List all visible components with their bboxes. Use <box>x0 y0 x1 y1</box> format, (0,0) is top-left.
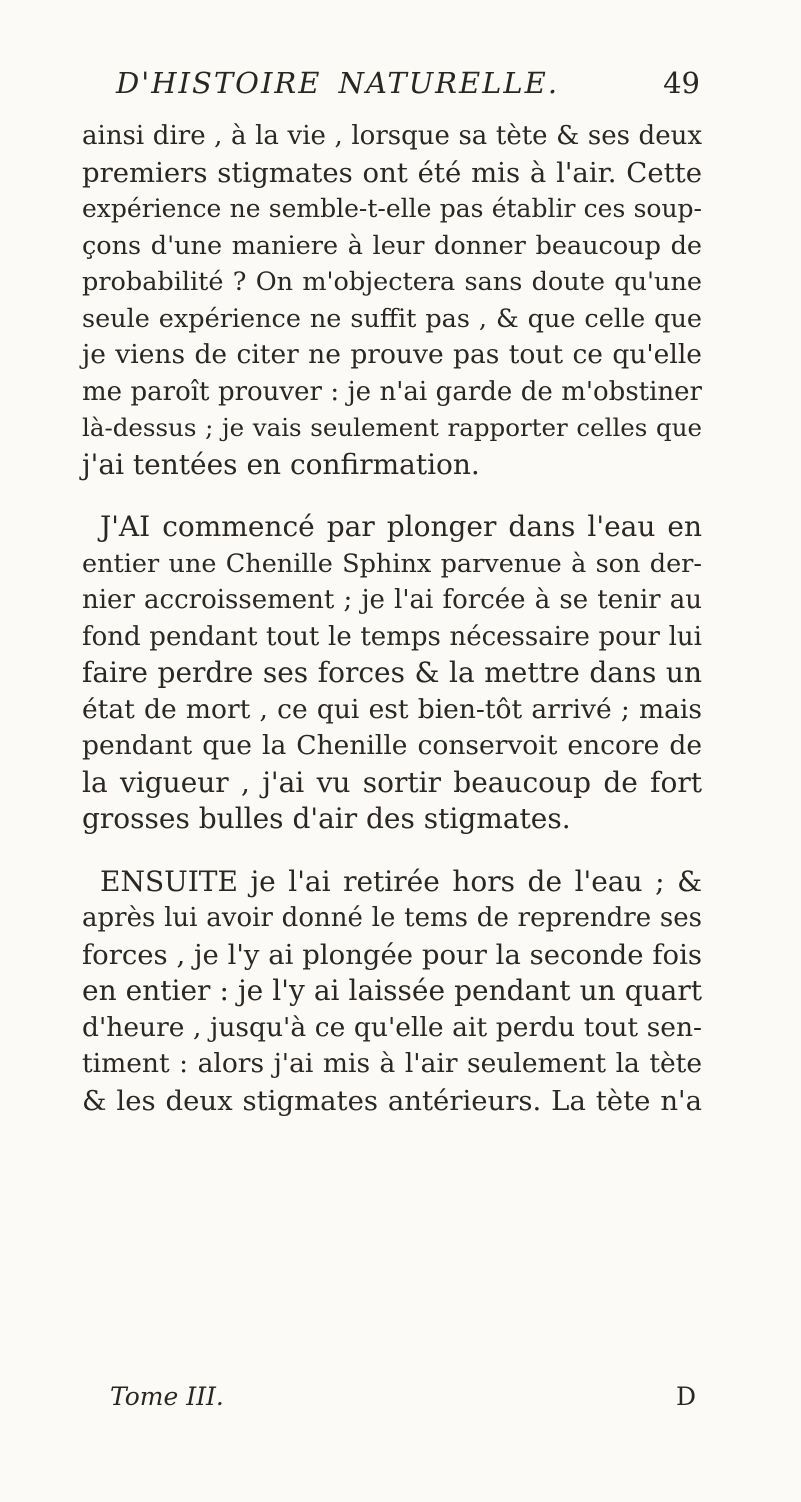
volume-label: Tome III. <box>110 1382 224 1411</box>
text-line: faire perdre ses forces & la mettre dans un <box>82 656 702 689</box>
text-line: seule expérience ne suffit pas , & que celle que <box>82 303 702 334</box>
text-line: premiers stigmates ont été mis à l'air. Cette <box>82 156 702 189</box>
text-line: grosses bulles d'air des stigmates. <box>82 802 571 835</box>
text-line: çons d'une maniere à leur donner beaucoup de <box>82 230 702 261</box>
text-line: nier accroissement ; je l'ai forcée à se tenir au <box>82 585 702 615</box>
running-title: D'HISTOIRE NATURELLE. <box>116 66 560 100</box>
page-number: 49 <box>663 66 700 100</box>
text-line: fond pendant tout le temps nécessaire pour lui <box>82 621 702 652</box>
text-line: après lui avoir donné le tems de reprendre ses <box>82 903 702 933</box>
text-line: forces , je l'y ai plongée pour la seconde fois <box>82 938 702 971</box>
text-line: & les deux stigmates antérieurs. La tète n'a <box>82 1084 702 1117</box>
text-line: en entier : je l'y ai laissée pendant un quart <box>82 974 702 1007</box>
text-line: pendant que la Chenille conservoit encore de <box>82 730 702 761</box>
text-line: état de mort , ce qui est bien-tôt arrivé ; mais <box>82 693 702 725</box>
text-line: là-dessus ; je vais seulement rapporter celles que <box>82 413 702 442</box>
body-text <box>82 118 702 1119</box>
paragraph-gap <box>82 838 702 864</box>
paragraph-2 <box>82 509 702 838</box>
text-line: la vigueur , j'ai vu sortir beaucoup de fort <box>82 765 702 799</box>
paragraph-1 <box>82 118 702 483</box>
text-line: timent : alors j'ai mis à l'air seulement la tète <box>82 1048 702 1079</box>
text-line: j'ai tentées en confirmation. <box>82 447 480 481</box>
text-line: ainsi dire , à la vie , lorsque sa tète & ses deux <box>82 121 702 151</box>
text-line: expérience ne semble-t-elle pas établir ces soup- <box>82 194 702 223</box>
text-line: d'heure , jusqu'à ce qu'elle ait perdu tout sen- <box>82 1011 702 1043</box>
text-line: je viens de citer ne prouve pas tout ce qu'elle <box>82 339 702 370</box>
running-head <box>90 66 700 106</box>
text-line: entier une Chenille Sphinx parvenue à son der- <box>82 548 702 579</box>
signature-mark: D <box>675 1382 696 1411</box>
page-footer <box>110 1382 696 1422</box>
paragraph-gap <box>82 483 702 509</box>
text-line: ENSUITE je l'ai retirée hors de l'eau ; & <box>100 864 702 898</box>
text-line: J'AI commencé par plonger dans l'eau en <box>100 510 702 543</box>
text-line: probabilité ? On m'objectera sans doute qu'une <box>82 267 702 297</box>
text-line: me paroît prouver : je n'ai garde de m'obstiner <box>82 376 702 407</box>
paragraph-3 <box>82 864 702 1120</box>
